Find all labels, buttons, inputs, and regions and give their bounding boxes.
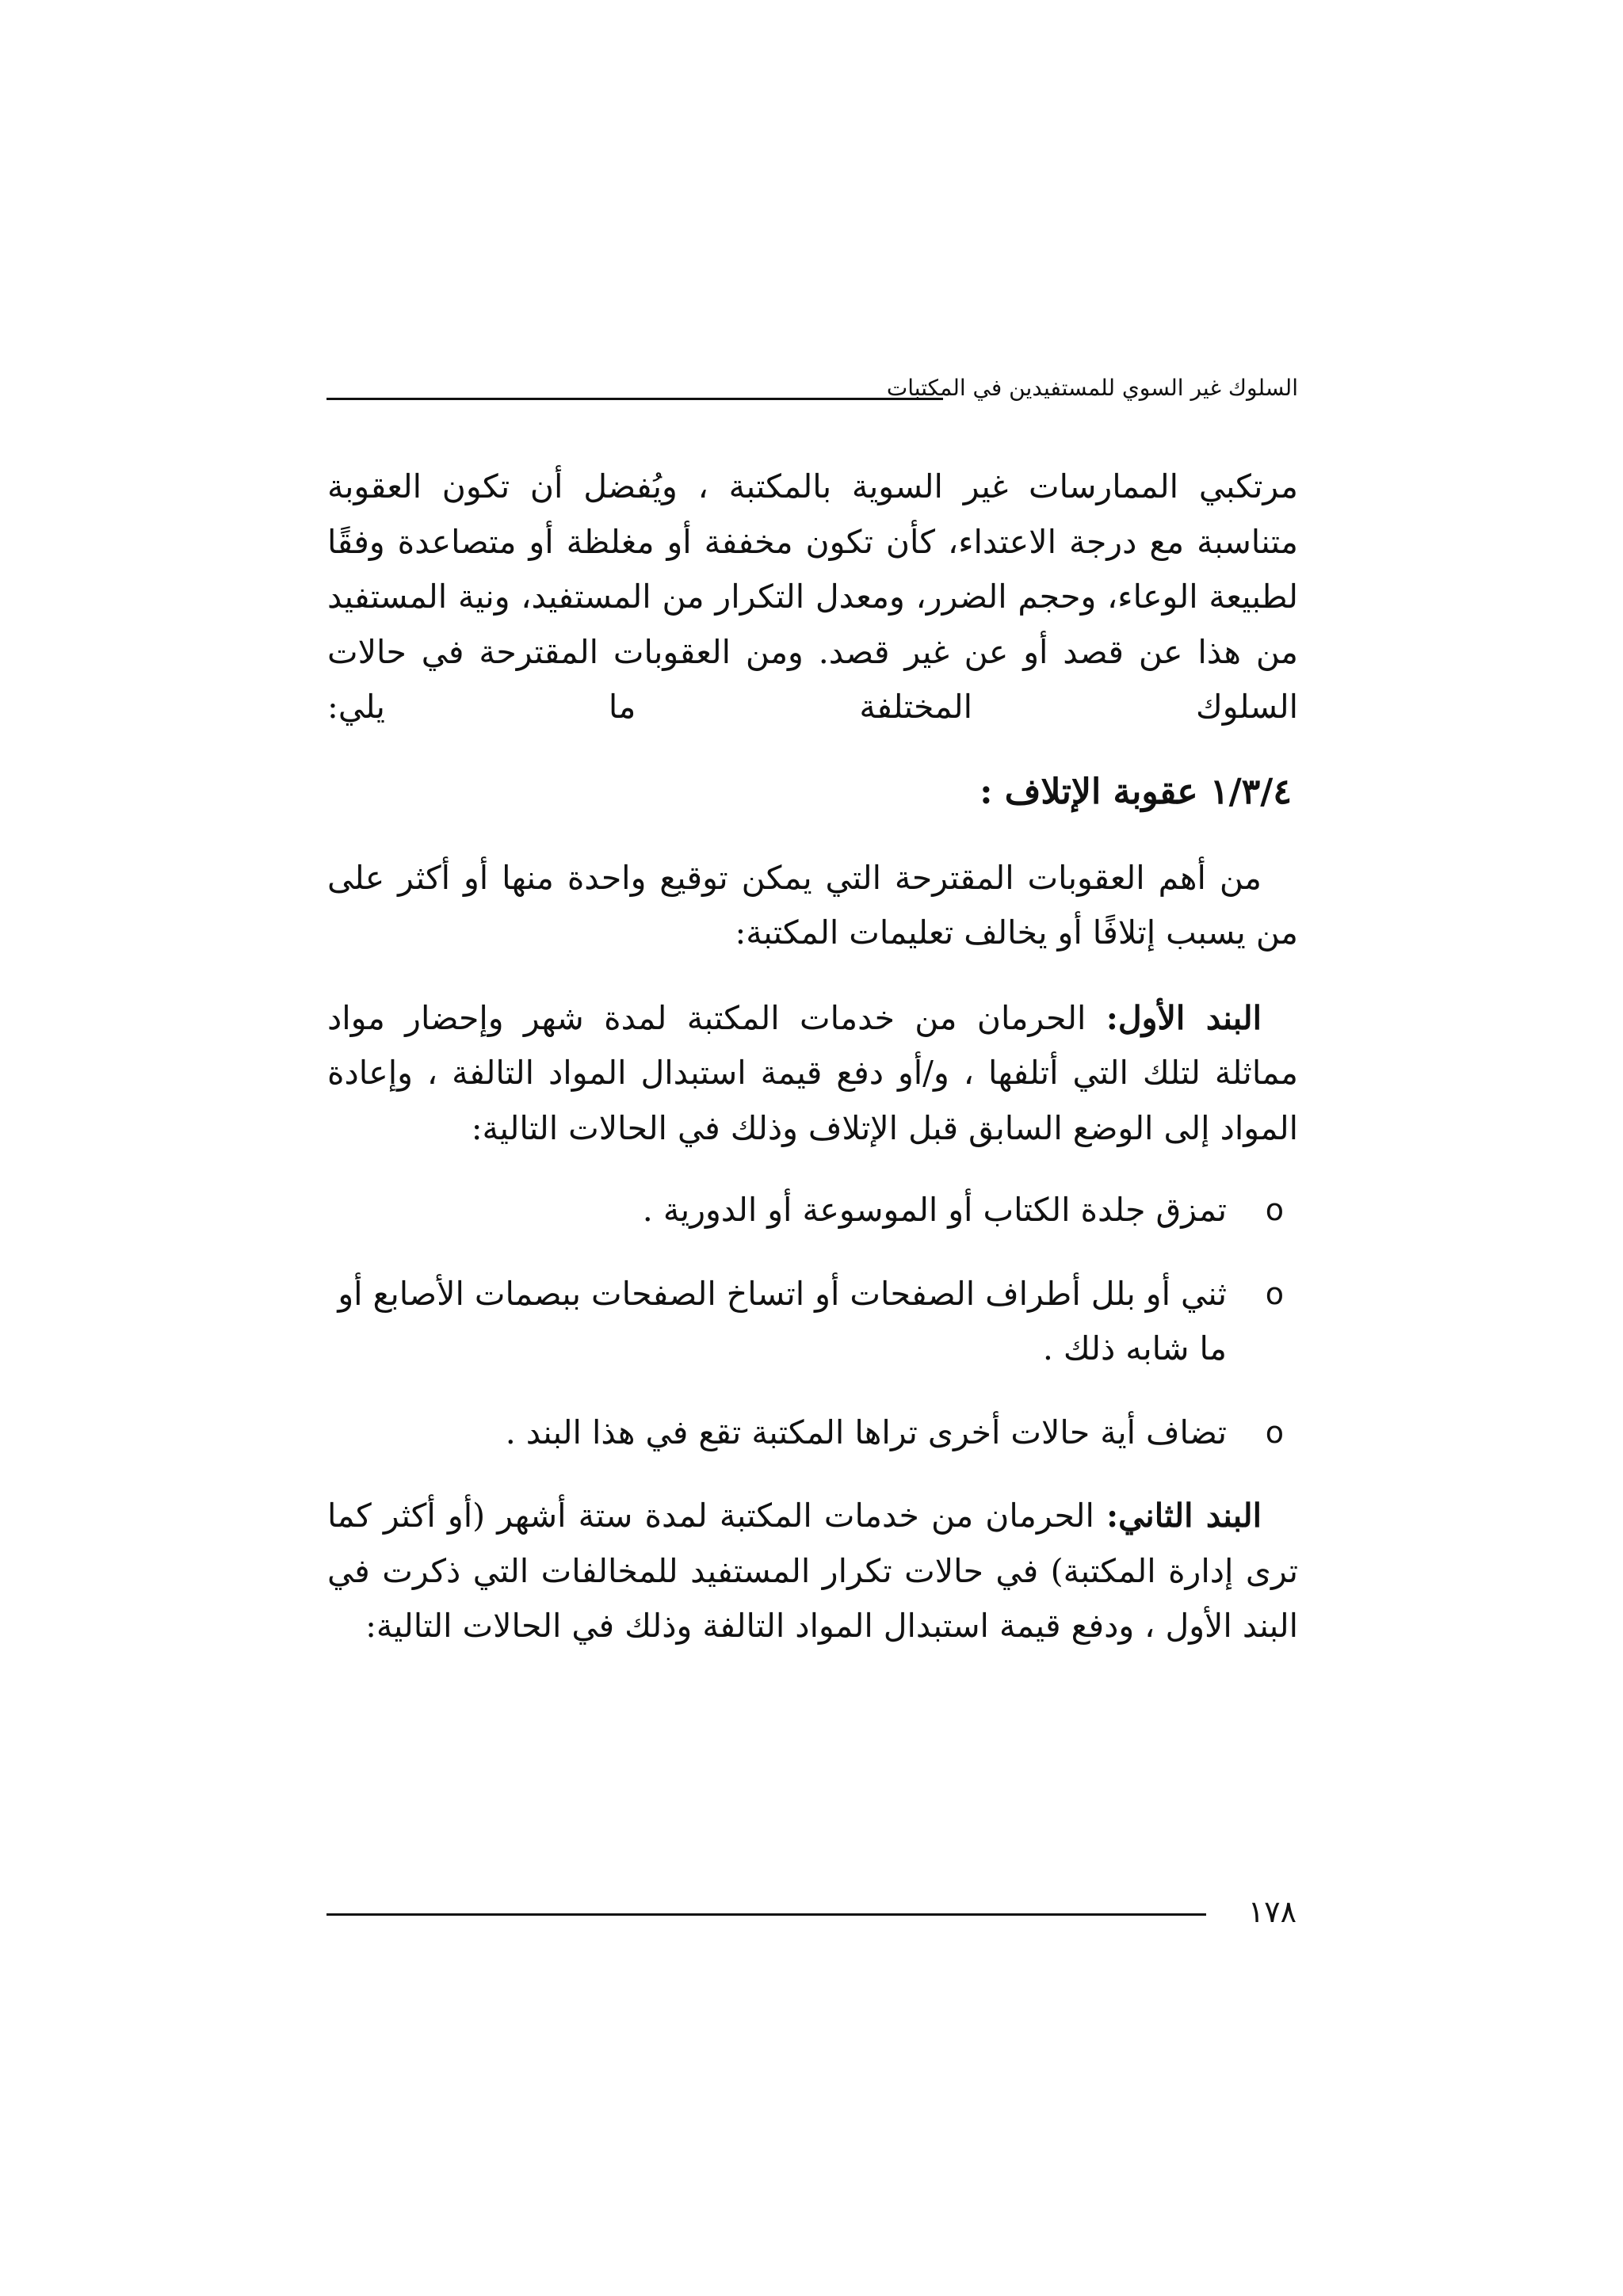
clause-two-paragraph xyxy=(327,1489,1298,1654)
list-item xyxy=(327,1183,1298,1238)
footer-rule xyxy=(327,1913,1206,1916)
intro-paragraph: مرتكبي الممارسات غير السوية بالمكتبة ، ويُفضل أن تكون العقوبة متناسبة مع درجة الاعتداء، كأن تكون مخففة أو مغلظة أو متصاعدة وفقًا لطبيعة الوعاء، وحجم الضرر، ومعدل التكرار من المستفيد، ونية المستفيد من هذا عن قصد أو عن غير قصد. ومن العقوبات المقترحة في حالات السلوك المختلفة ما يلي: xyxy=(327,467,1298,726)
list-item-text: ثني أو بلل أطراف الصفحات أو اتساخ الصفحات ببصمات الأصابع أو ما شابه ذلك . xyxy=(338,1274,1227,1367)
list-item-text: تمزق جلدة الكتاب أو الموسوعة أو الدورية . xyxy=(642,1191,1227,1229)
list-item xyxy=(327,1267,1298,1377)
circle-bullet-icon: o xyxy=(1265,1276,1284,1311)
section-heading: ١/٣/٤ عقوبة الإتلاف : xyxy=(980,771,1292,812)
circle-bullet-icon: o xyxy=(1265,1192,1284,1227)
circle-bullet-icon: o xyxy=(1265,1414,1284,1450)
clause-two-title: البند الثاني: xyxy=(1106,1497,1262,1535)
list-item xyxy=(327,1405,1298,1461)
page-number: ١٧٨ xyxy=(1247,1894,1296,1929)
clause-one-text: الحرمان من خدمات المكتبة لمدة شهر وإحضار مواد مماثلة لتلك التي أتلفها ، و/أو دفع قيمة استبدال المواد التالفة ، وإعادة المواد إلى الوضع السابق قبل الإتلاف وذلك في الحالات التالية: xyxy=(327,998,1298,1147)
clause-one-title: البند الأول: xyxy=(1106,998,1262,1037)
section-intro-paragraph: من أهم العقوبات المقترحة التي يمكن توقيع واحدة منها أو أكثر على من يسبب إتلافًا أو يخالف تعليمات المكتبة: xyxy=(327,858,1298,952)
header-rule xyxy=(327,398,943,400)
clause-one-paragraph xyxy=(327,991,1298,1157)
clause-two-text: الحرمان من خدمات المكتبة لمدة ستة أشهر (أو أكثر كما ترى إدارة المكتبة) في حالات تكرار المستفيد للمخالفات التي ذكرت في البند الأول ، ودفع قيمة استبدال المواد التالفة وذلك في الحالات التالية: xyxy=(327,1497,1298,1645)
running-head: السلوك غير السوي للمستفيدين في المكتبات xyxy=(886,375,1298,401)
list-item-text: تضاف أية حالات أخرى تراها المكتبة تقع في هذا البند . xyxy=(505,1413,1227,1451)
clause-one-cases-list xyxy=(327,1183,1298,1460)
page-body xyxy=(327,460,1298,1654)
